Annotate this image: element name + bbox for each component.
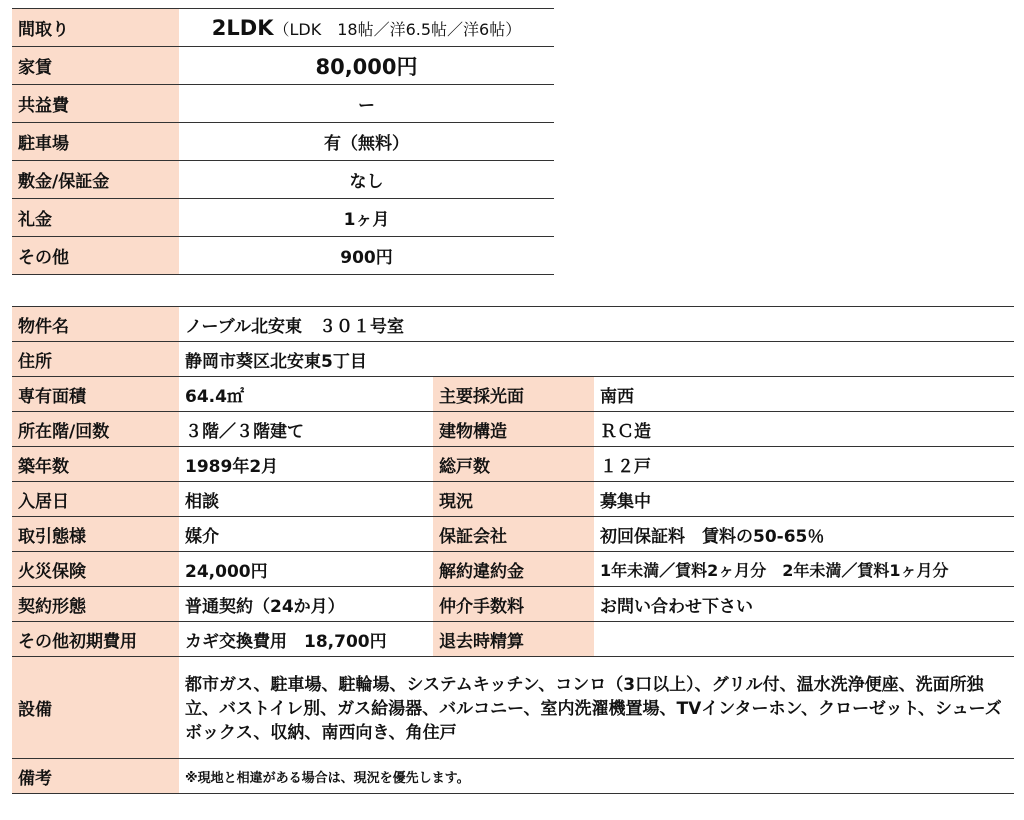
detail-row (12, 377, 1014, 412)
parking-value: 有（無料） (179, 123, 554, 161)
detail-value: 媒介 (179, 517, 433, 552)
shikikin-label: 敷金/保証金 (12, 161, 179, 199)
madori-row (12, 9, 554, 47)
detail-label: 火災保険 (12, 552, 179, 587)
madori-label: 間取り (12, 9, 179, 47)
detail-value: お問い合わせ下さい (594, 587, 1014, 622)
reikin-value: 1ヶ月 (179, 199, 554, 237)
detail-label: 取引態様 (12, 517, 179, 552)
reikin-label: 礼金 (12, 199, 179, 237)
detail-label: 仲介手数料 (433, 587, 594, 622)
yachin-row (12, 47, 554, 85)
detail-value: 24,000円 (179, 552, 433, 587)
address-value: 静岡市葵区北安東5丁目 (179, 342, 1014, 377)
address-label: 住所 (12, 342, 179, 377)
detail-value: 相談 (179, 482, 433, 517)
detail-row (12, 552, 1014, 587)
shikikin-row (12, 161, 554, 199)
reikin-row (12, 199, 554, 237)
yachin-label: 家賃 (12, 47, 179, 85)
detail-row (12, 517, 1014, 552)
other-fee-row (12, 237, 554, 275)
detail-value: 1年未満／賃料2ヶ月分 2年未満／賃料1ヶ月分 (594, 552, 1014, 587)
detail-value: ＲＣ造 (594, 412, 1014, 447)
detail-value: 普通契約（24か月） (179, 587, 433, 622)
remarks-value: ※現地と相違がある場合は、現況を優先します。 (179, 759, 1014, 794)
kyoeki-row (12, 85, 554, 123)
yachin-value: 80,000円 (179, 47, 554, 85)
property-name-row (12, 307, 1014, 342)
detail-label: その他初期費用 (12, 622, 179, 657)
other-fee-label: その他 (12, 237, 179, 275)
detail-value: カギ交換費用 18,700円 (179, 622, 433, 657)
detail-label: 所在階/回数 (12, 412, 179, 447)
detail-row (12, 587, 1014, 622)
detail-value: 1989年2月 (179, 447, 433, 482)
property-details-table (12, 306, 1014, 794)
madori-main: 2LDK (211, 15, 274, 40)
detail-label: 退去時精算 (433, 622, 594, 657)
property-name-label: 物件名 (12, 307, 179, 342)
detail-label: 建物構造 (433, 412, 594, 447)
detail-row (12, 622, 1014, 657)
parking-label: 駐車場 (12, 123, 179, 161)
equipment-row (12, 657, 1014, 759)
property-name-value: ノーブル北安東 ３０１号室 (179, 307, 1014, 342)
detail-label: 入居日 (12, 482, 179, 517)
detail-row (12, 482, 1014, 517)
remarks-row (12, 759, 1014, 794)
equipment-value: 都市ガス、駐車場、駐輪場、システムキッチン、コンロ（3口以上）、グリル付、温水洗浄便座、洗面所独立、バストイレ別、ガス給湯器、バルコニー、室内洗濯機置場、TVインターホン、クローゼット、シューズボックス、収納、南西向き、角住戸 (179, 657, 1014, 759)
detail-value: 募集中 (594, 482, 1014, 517)
parking-row (12, 123, 554, 161)
detail-value: １２戸 (594, 447, 1014, 482)
detail-value: ３階／３階建て (179, 412, 433, 447)
detail-value: 64.4㎡ (179, 377, 433, 412)
rent-summary-table (12, 8, 554, 275)
equipment-label: 設備 (12, 657, 179, 759)
detail-row (12, 412, 1014, 447)
detail-label: 総戸数 (433, 447, 594, 482)
detail-label: 主要採光面 (433, 377, 594, 412)
detail-label: 解約違約金 (433, 552, 594, 587)
detail-label: 契約形態 (12, 587, 179, 622)
detail-label: 保証会社 (433, 517, 594, 552)
kyoeki-label: 共益費 (12, 85, 179, 123)
detail-value (594, 622, 1014, 657)
other-fee-value: 900円 (179, 237, 554, 275)
detail-label: 専有面積 (12, 377, 179, 412)
detail-value: 南西 (594, 377, 1014, 412)
madori-value (179, 9, 554, 47)
detail-label: 現況 (433, 482, 594, 517)
kyoeki-value: ー (179, 85, 554, 123)
detail-row (12, 447, 1014, 482)
madori-detail: （LDK 18帖／洋6.5帖／洋6帖） (273, 19, 522, 39)
detail-value: 初回保証料 賃料の50-65％ (594, 517, 1014, 552)
detail-label: 築年数 (12, 447, 179, 482)
address-row (12, 342, 1014, 377)
remarks-label: 備考 (12, 759, 179, 794)
shikikin-value: なし (179, 161, 554, 199)
